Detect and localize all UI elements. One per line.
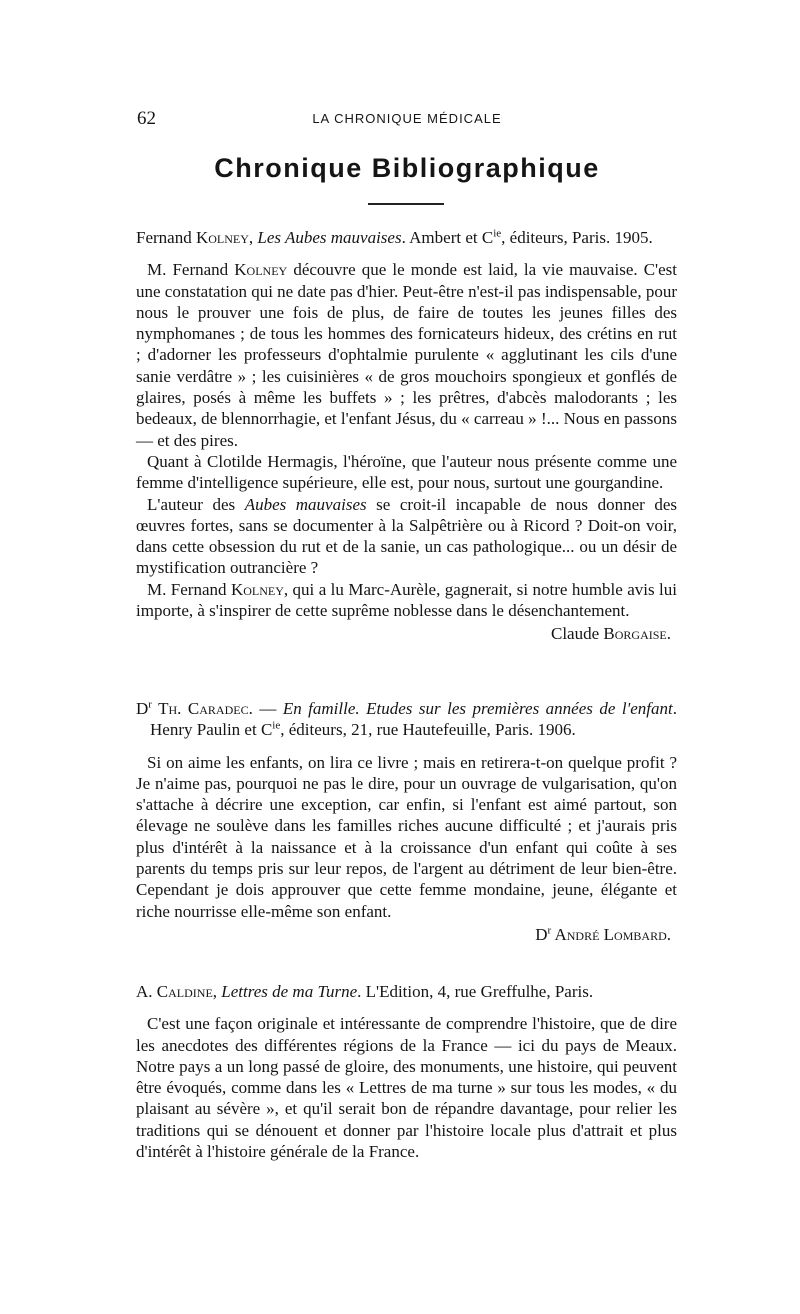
paragraph-text: découvre que le monde est laid, la vie mauvaise. C'est une constatation qui ne date pas d'hier. Peut-être n'est-il pas indispensable, pour nous le prouver une fois de plus, de faire de toutes les jeunes filles des nymphomanes ; de tous les hommes des fornicateurs hideux, des crétins en rut ; d'adorner les professeurs d'ophtalmie purulente « agglutinant les cils d'une sanie verdâtre » ; les cuisinières « de gros mouchoirs spongieux et gonflés de glaires, posés à même les buffets » ; les prêtres, d'abcès malodorants ; les bedeaux, de blennorrhagie, et l'enfant Jésus, du « carreau » !... Nous en passons — et des pires. xyxy=(136,260,678,450)
publisher-text: , éditeurs, Paris. 1905. xyxy=(501,228,653,247)
signature-name: André Lombard xyxy=(551,924,667,944)
book-citation xyxy=(136,981,677,1002)
review-paragraph: Quant à Clotilde Hermagis, l'héroïne, que l'auteur nous présente comme une femme d'intelligence supérieure, elle est, pour nous, surtout une gourgandine. xyxy=(136,451,677,493)
reviewer-signature xyxy=(136,623,677,644)
review-caradec xyxy=(136,698,677,945)
book-title: Les Aubes mauvaises xyxy=(257,228,402,247)
paragraph-text: L'auteur des xyxy=(147,494,245,514)
citation-separator: , xyxy=(248,228,258,247)
review-caldine xyxy=(136,981,677,1162)
author-name: Kolney xyxy=(234,260,288,280)
publisher-text: , éditeurs, 21, rue Hautefeuille, Paris. 1906. xyxy=(280,720,576,740)
review-paragraph xyxy=(136,579,677,622)
superscript: r xyxy=(547,924,552,937)
signature-period: . xyxy=(666,924,671,944)
book-title: En famille. Etudes sur les premières années de l'enfant xyxy=(282,699,673,718)
author-last-name: Kolney xyxy=(195,228,249,247)
page-number: 62 xyxy=(137,108,156,129)
paragraph-text: , qui a lu Marc-Aurèle, gagnerait, si notre humble avis lui importe, à s'inspirer de cette suprême noblesse dans le désenchantement. xyxy=(136,579,678,621)
review-paragraph xyxy=(136,259,677,451)
signature-period: . xyxy=(666,624,671,644)
paragraph-text: M. Fernand xyxy=(147,260,235,280)
reviewer-signature xyxy=(136,924,677,945)
paragraph-text: M. Fernand xyxy=(147,579,231,599)
title-rule xyxy=(368,203,444,205)
book-title: Aubes mauvaises xyxy=(244,494,367,514)
review-kolney xyxy=(136,227,677,645)
book-citation xyxy=(136,698,677,741)
author-title: D xyxy=(136,699,149,718)
journal-title: LA CHRONIQUE MÉDICALE xyxy=(312,111,502,126)
book-title: Lettres de ma Turne xyxy=(221,982,358,1001)
publisher-text: . L'Edition, 4, rue Greffulhe, Paris. xyxy=(357,982,594,1001)
superscript: ie xyxy=(493,227,502,240)
author-first-name: Fernand xyxy=(136,228,196,247)
book-citation xyxy=(136,227,677,248)
signature-title: D xyxy=(535,924,548,944)
review-paragraph: Si on aime les enfants, on lira ce livre ; mais en retirera-t-on quelque profit ? Je n'aime pas, pourquoi ne pas le dire, pour un ouvrage de vulgarisation, qu'on s'attache à décrire une exception, car enfin, si l'enfant est aimé partout, son élevage ne soulève dans les familles riches aucune difficulté ; et j'aurais pris plus d'intérêt à la naissance et à la croissance d'un enfant qui coûte à ses parents du temps pris sur leur repos, de l'argent au détriment de leur bien-être. Cependant je dois approuver que cette femme mondaine, jeune, élégante et riche nourrisse elle-même son enfant. xyxy=(136,752,677,921)
section-title: Chronique Bibliographique xyxy=(214,153,600,183)
signature-last-name: Borgaise xyxy=(603,624,667,644)
running-head xyxy=(137,108,677,132)
paragraph-text: se croit-il incapable de nous donner des œuvres fortes, sans se documenter à la Salpêtrière ou à Ricord ? Doit-on voir, dans cette obsession du rut et de la sanie, un cas pathologique... ou un désir de mystification outrancière ? xyxy=(136,494,678,578)
citation-separator: . — xyxy=(248,699,283,718)
citation-separator: , xyxy=(212,982,222,1001)
author-first-name: A. xyxy=(136,982,157,1001)
signature-first-name: Claude xyxy=(551,624,604,644)
review-paragraph: C'est une façon originale et intéressante de comprendre l'histoire, que de dire les anecdotes des différentes régions de la France — ici du pays de Meaux. Notre pays a un long passé de gloire, des monuments, une histoire, qui peuvent être évoqués, comme dans les « Lettres de ma turne » sur tous les modes, « du plaisant au sévère », et qu'il serait bon de répandre davantage, pour relier les traditions qui se dénouent et donner par l'histoire locale plus d'attrait et plus d'intérêt à l'histoire générale de la France. xyxy=(136,1014,677,1162)
superscript: ie xyxy=(272,719,281,732)
publisher-text: . Henry Paulin et C xyxy=(150,699,677,740)
review-paragraph xyxy=(136,494,677,579)
publisher-text: . Ambert et C xyxy=(401,228,494,247)
author-last-name: Caldine xyxy=(156,982,213,1001)
author-name: Th. Caradec xyxy=(151,699,249,718)
superscript: r xyxy=(148,698,152,711)
author-name: Kolney xyxy=(230,579,284,599)
